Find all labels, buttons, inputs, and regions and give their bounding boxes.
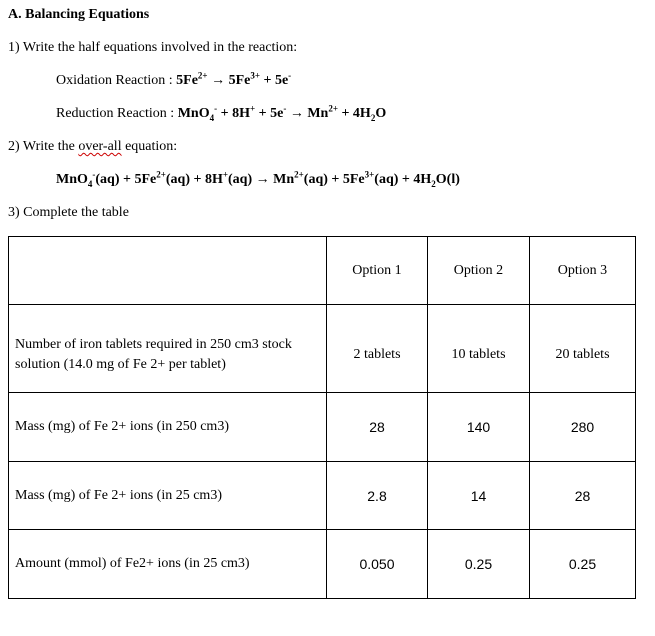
table-header-row xyxy=(9,237,636,305)
section-heading: A. Balancing Equations xyxy=(8,7,150,22)
table-row xyxy=(9,393,636,462)
reduction-equation xyxy=(56,103,387,123)
cell-mass-25-option-1: 2.8 xyxy=(327,462,428,530)
row-label-mass-250: Mass (mg) of Fe 2+ ions (in 250 cm3) xyxy=(9,393,327,462)
question-1-prompt: 1) Write the half equations involved in the reaction: xyxy=(8,40,298,55)
reduction-formula: $MnO_4^- + 8H^+ + 5e^- \to Mn^{2+} + 4H_2O$ xyxy=(177,103,387,123)
oxidation-formula: $5Fe^{2+} \to 5Fe^{3+} + 5e^-$ xyxy=(176,70,292,88)
header-blank-cell xyxy=(9,237,327,305)
cell-amount-option-3: 0.25 xyxy=(530,530,636,599)
cell-mass-25-option-2: 14 xyxy=(428,462,530,530)
cell-mass-250-option-2: 140 xyxy=(428,393,530,462)
cell-tablets-option-1: 2 tablets xyxy=(327,305,428,393)
cell-mass-250-option-3: 280 xyxy=(530,393,636,462)
cell-amount-option-1: 0.050 xyxy=(327,530,428,599)
spellcheck-flagged-word: over-all xyxy=(78,139,122,154)
header-option-3: Option 3 xyxy=(530,237,636,305)
table-row xyxy=(9,530,636,599)
table-row xyxy=(9,462,636,530)
cell-amount-option-2: 0.25 xyxy=(428,530,530,599)
cell-mass-25-option-3: 28 xyxy=(530,462,636,530)
row-label-mass-25: Mass (mg) of Fe 2+ ions (in 25 cm3) xyxy=(9,462,327,530)
results-table xyxy=(8,236,636,599)
oxidation-label: Oxidation Reaction : xyxy=(56,73,177,88)
header-option-1: Option 1 xyxy=(327,237,428,305)
overall-equation: $MnO_4^-(aq) + 5Fe^{2+}(aq) + 8H^+(aq) \to Mn^{2+}(aq) + 5Fe^{3+}(aq) + 4H_2O(l)$ xyxy=(56,169,460,189)
header-option-2: Option 2 xyxy=(428,237,530,305)
question-3-prompt: 3) Complete the table xyxy=(8,205,129,220)
cell-mass-250-option-1: 28 xyxy=(327,393,428,462)
question-2-prompt: 2) Write the over-all equation: xyxy=(8,139,178,154)
table-row xyxy=(9,305,636,393)
cell-tablets-option-3: 20 tablets xyxy=(530,305,636,393)
reduction-label: Reduction Reaction : xyxy=(56,106,178,121)
row-label-amount: Amount (mmol) of Fe2+ ions (in 25 cm3) xyxy=(9,530,327,599)
row-label-tablets: Number of iron tablets required in 250 cm3 stock solution (14.0 mg of Fe 2+ per tablet) xyxy=(9,305,327,393)
cell-tablets-option-2: 10 tablets xyxy=(428,305,530,393)
oxidation-equation xyxy=(56,70,292,89)
